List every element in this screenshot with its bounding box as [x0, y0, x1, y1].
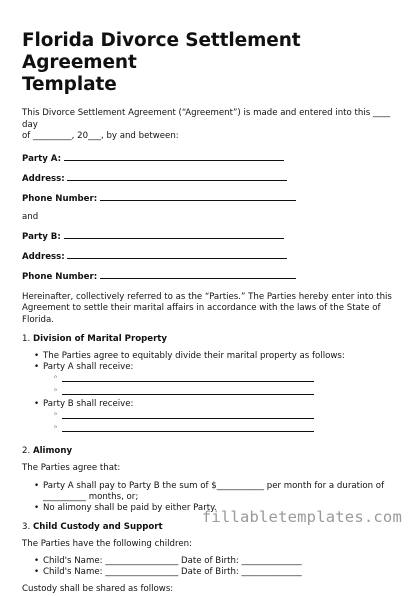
section-1-heading	[22, 334, 394, 345]
section-2-intro: The Parties agree that:	[22, 463, 121, 473]
title-line-2: Template	[22, 74, 117, 95]
section-1-number: 1.	[22, 334, 31, 344]
party-a-label: Party A:	[22, 153, 62, 164]
party-a-receive-line	[53, 373, 394, 386]
party-a-phone-field	[22, 192, 394, 205]
children-list	[22, 556, 394, 578]
hereinafter-line-3: Florida.	[22, 314, 54, 325]
alimony-payment-line-2: __________ months, or;	[43, 491, 139, 502]
title-line-1: Florida Divorce Settlement Agreement	[22, 30, 301, 73]
party-b-phone-blank[interactable]	[100, 270, 296, 279]
party-b-address-field	[22, 250, 394, 263]
party-b-field	[22, 230, 394, 243]
section-1-party-b-item	[34, 399, 394, 436]
party-b-label: Party B:	[22, 231, 61, 242]
section-3-number: 3.	[22, 521, 31, 532]
watermark-text: fillabletemplates.com	[201, 508, 402, 526]
party-b-phone-field	[22, 270, 394, 283]
party-a-receive-line	[53, 386, 394, 399]
party-b-address-blank[interactable]	[67, 250, 287, 259]
hereinafter-line-1: Hereinafter, collectively referred to as the “Parties.” The Parties hereby enter into this	[22, 291, 392, 302]
intro-line-2: of _________, 20___, by and between:	[22, 131, 179, 141]
section-1-title: Division of Marital Property	[32, 334, 168, 344]
party-a-address-label: Address:	[22, 173, 65, 184]
party-a-receive-list	[43, 373, 394, 399]
party-a-address-field	[22, 172, 394, 185]
child-row-2: • Child's Name: _________________ Date of Birth: ______________	[34, 567, 394, 578]
no-alimony-item: • No alimony shall be paid by either Party.	[34, 503, 394, 514]
party-a-phone-blank[interactable]	[100, 192, 296, 201]
section-2-number: 2.	[22, 446, 31, 456]
intro-paragraph	[22, 108, 394, 143]
party-a-blank[interactable]	[64, 152, 284, 161]
intro-line-1: This Divorce Settlement Agreement (“Agreement”) is made and entered into this ____ day	[22, 108, 391, 130]
party-b-receive-line	[53, 410, 394, 423]
and-label: and	[22, 211, 39, 222]
party-b-address-label: Address:	[22, 251, 65, 262]
section-2-heading	[22, 446, 394, 457]
hereinafter-paragraph	[22, 292, 394, 327]
section-3-intro: The Parties have the following children:	[22, 538, 192, 549]
party-a-field	[22, 152, 394, 165]
party-b-receive-blank-1[interactable]	[62, 410, 314, 419]
child-row-1: • Child's Name: _________________ Date of Birth: ______________	[34, 556, 394, 567]
alimony-payment-line-1: • Party A shall pay to Party B the sum of $___________ per month for a duration of	[43, 480, 385, 491]
party-b-phone-label: Phone Number:	[22, 271, 98, 282]
party-b-receive-list	[43, 410, 394, 436]
party-b-receive-blank-2[interactable]	[62, 423, 314, 432]
party-a-receive-label: Party A shall receive:	[43, 362, 134, 372]
party-a-address-blank[interactable]	[67, 172, 287, 181]
and-text	[22, 212, 394, 223]
party-a-phone-label: Phone Number:	[22, 193, 98, 204]
party-b-receive-line	[53, 423, 394, 436]
party-a-receive-blank-1[interactable]	[62, 373, 314, 382]
section-3-title: Child Custody and Support	[32, 521, 163, 532]
alimony-payment-item	[34, 481, 394, 503]
document-title	[22, 30, 394, 96]
section-1-list	[22, 351, 394, 436]
custody-text: Custody shall be shared as follows:	[22, 584, 174, 594]
section-2-title: Alimony	[32, 446, 73, 456]
party-a-receive-blank-2[interactable]	[62, 386, 314, 395]
party-b-receive-label: Party B shall receive:	[43, 399, 134, 409]
party-b-blank[interactable]	[64, 230, 284, 239]
section-1-bullet: • The Parties agree to equitably divide their marital property as follows:	[34, 351, 394, 362]
hereinafter-line-2: Agreement to settle their marital affairs in accordance with the laws of the State of	[22, 303, 381, 313]
section-1-party-a-item	[34, 362, 394, 399]
